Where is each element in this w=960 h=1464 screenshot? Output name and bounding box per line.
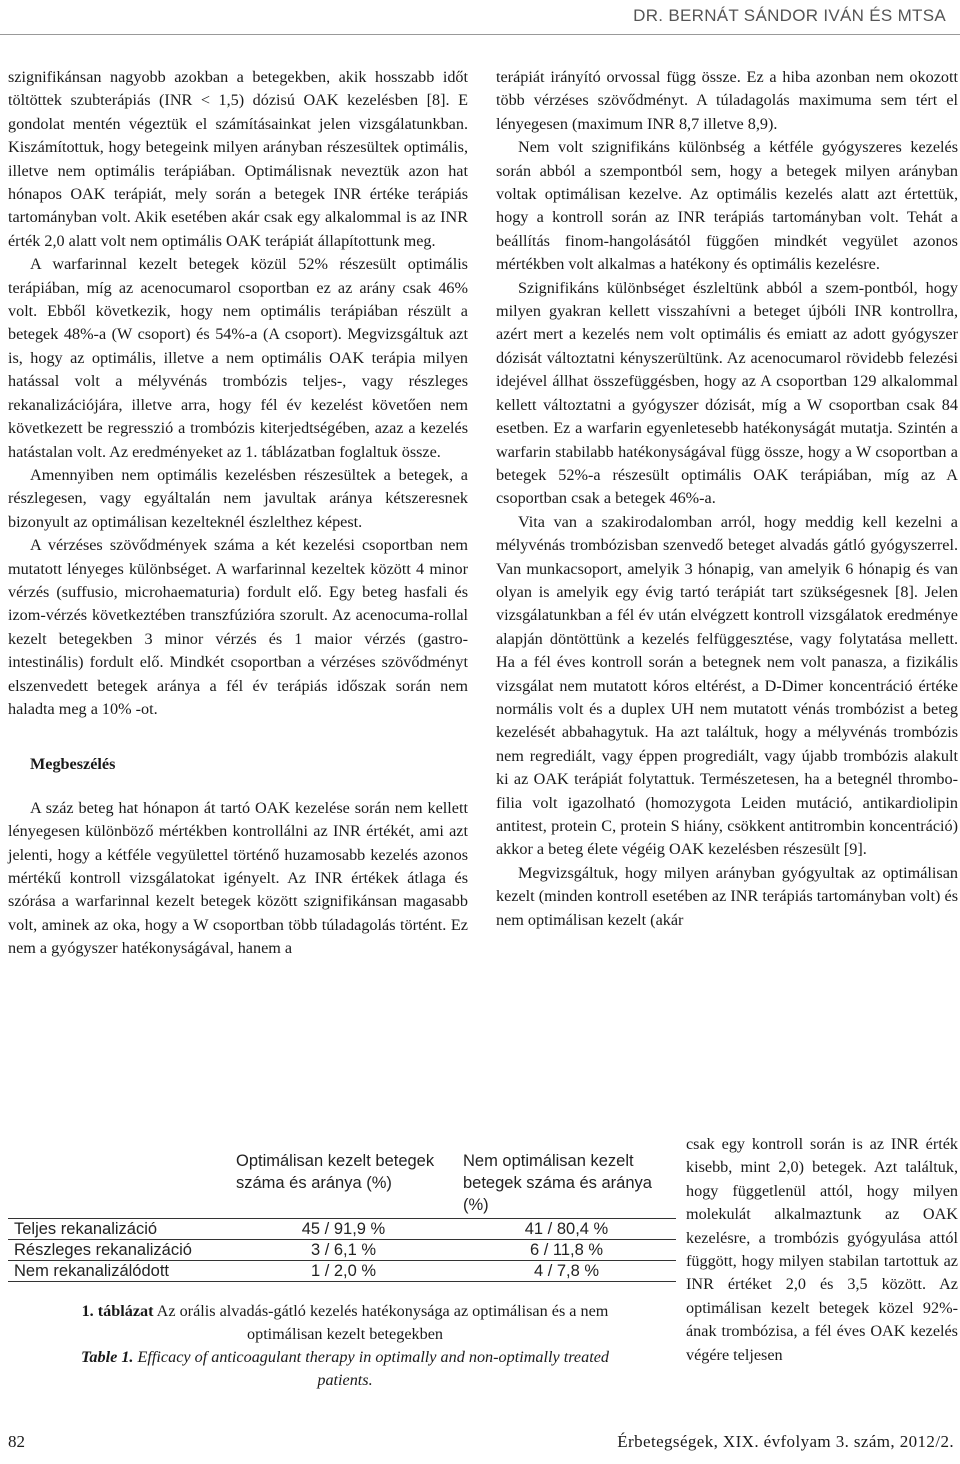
right-paragraph-5-continued: csak egy kontroll során is az INR érték kisebb, mint 2,0) betegek. Azt találtuk, hogy függetlenül attól, hogy milyen molekulát alkalmaztunk az OAK kezelésre, a trombózis gyógyulása attól függött, hogy milyen stabilan tartottuk az INR értéket 2,0 és 3,5 között. Az optimálisan kezelt betegek közel 92%-ának trombózisa, a fél éves OAK kezelés végére teljesen <box>686 1135 958 1364</box>
table-row <box>8 1219 676 1240</box>
left-column <box>8 66 468 961</box>
caption-hu-label: 1. táblázat <box>81 1302 154 1320</box>
left-paragraph-5: A száz beteg hat hónapon át tartó OAK kezelése során nem kellett lényegesen különböző mértékben kontrollálni az INR értékét, ami azt jelenti, hogy a kétféle vegyülettel történő huzamosabb kezelés azonos mértékű kontroll vizsgálatokat igényelt. Az INR értékek átlaga és szórása a warfarinnal kezelt betegek között szignifikánsan magasabb volt, aminek az oka, hogy a W csoportban több túladagolás történt. Ez nem a gyógyszer hatékonyságával, hanem a <box>8 798 468 958</box>
right-paragraph-3: Szignifikáns különbséget észleltünk abból a szem-pontból, hogy milyen gyakran kellett visszahívni a beteget újbóli INR kontrollra, azért mert a kezelés nem volt optimális és emiatt az adott gyógyszer dózisát változtatni kényszerültünk. Az acenocumarol rövidebb felezési idejével állhat összefüggésben, hogy az A csoportban 129 alkalommal kellett változtatni a gyógyszer dózisát, míg a W csoportban csak 84 esetben. Ez a warfarin egyenletesebb hatékonyságát mutatja. Szintén a warfarin stabilabb hatékonyságával függ össze, hogy a W csoportban a betegek 52%-a részesült optimális OAK terápiában, míg az A csoportban csak a betegek 46%-a. <box>496 278 958 508</box>
row-optimal-value: 1 / 2,0 % <box>310 1261 377 1280</box>
results-table <box>8 1148 676 1282</box>
caption-en-text: Efficacy of anticoagulant therapy in optimally and non-optimally treated patients. <box>133 1348 609 1389</box>
running-head: DR. BERNÁT SÁNDOR IVÁN ÉS MTSA <box>633 6 946 25</box>
row-nonoptimal-value: 41 / 80,4 % <box>524 1219 609 1238</box>
journal-citation: Érbetegségek, XIX. évfolyam 3. szám, 2012/2. <box>617 1432 954 1451</box>
left-paragraph-4: A vérzéses szövődmények száma a két kezelési csoportban nem mutatott lényeges különbséget. A warfarinnal kezeltek között 4 minor vérzés (suffusio, microhaematuria) fordult elő. Egy beteg hasfali és izom-vérzés következtében transzfúzióra szorult. Az acenocuma-rollal kezelt betegekben 3 minor vérzés és 1 maior vérzés (gastro-intestinális) fordult elő. Mindkét csoportban a vérzéses szövődményt elszenvedett betegek aránya a fél év terápiás időszak során nem haladta meg a 10% -ot. <box>8 536 468 718</box>
right-column <box>496 66 958 932</box>
table-caption <box>60 1300 630 1392</box>
table-row <box>8 1261 676 1282</box>
left-paragraph-3: Amennyiben nem optimális kezelésben részesültek a betegek, a részlegesen, vagy egyáltalán nem javultak aránya kétszeresnek bizonyult az optimálisan kezelteknél észlelthez képest. <box>8 465 468 531</box>
row-nonoptimal-value: 4 / 7,8 % <box>533 1261 600 1280</box>
row-optimal-value: 3 / 6,1 % <box>310 1240 377 1259</box>
header-divider <box>0 34 960 35</box>
table-header-nonoptimal: Nem optimálisan kezelt betegek száma és aránya (%) <box>463 1152 652 1214</box>
caption-hu-text: Az orális alvadás-gátló kezelés hatékonysága az optimálisan és a nem optimálisan kezelt betegekben <box>153 1302 609 1343</box>
row-nonoptimal-value: 6 / 11,8 % <box>529 1240 604 1259</box>
row-label: Részleges rekanalizáció <box>14 1240 192 1259</box>
right-paragraph-5: Megvizsgáltuk, hogy milyen arányban gyógyultak az optimálisan kezelt (minden kontroll esetében az INR terápiás tartományban volt) és nem optimálisan kezelt (akár <box>496 863 958 929</box>
row-label: Teljes rekanalizáció <box>14 1219 158 1238</box>
page-number: 82 <box>8 1432 25 1451</box>
row-label: Nem rekanalizálódott <box>14 1261 169 1280</box>
table-row <box>8 1240 676 1261</box>
row-optimal-value: 45 / 91,9 % <box>301 1219 386 1238</box>
left-paragraph-2: A warfarinnal kezelt betegek közül 52% részesült optimális terápiában, míg az acenocumarol csoportban ez az arány csak 46% volt. Ebből következik, hogy nem optimális terápiában részült a betegek 48%-a (W csoport) és 54%-a (A csoport). Megvizsgáltuk azt is, hogy az optimális, illetve a nem optimális OAK terápia milyen hatással volt a mélyvénás trombózis teljes-, vagy részleges rekanalizációjára, illetve arra, hogy fél év kezelést követően nem következett be regresszió a trombózis kiterjedtségében, azaz a kezelés hatástalan volt. Az eredményeket az 1. táblázatban foglaltuk össze. <box>8 255 468 461</box>
caption-en-label: Table 1. <box>81 1348 134 1366</box>
right-paragraph-1: terápiát irányító orvossal függ össze. Ez a hiba azonban nem okozott több vérzéses szövődményt. A túladagolás maximuma sem tért el lényegesen (maximum INR 8,7 illetve 8,9). <box>496 68 958 133</box>
section-heading: Megbeszélés <box>30 755 116 774</box>
right-paragraph-2: Nem volt szignifikáns különbség a kétféle gyógyszeres kezelés során abból a szempontból sem, hogy a betegek milyen arányban voltak optimálisan kezelve. Az optimális kezelés alatt azt értettük, hogy a kontroll során az INR terápiás tartományban volt. Tehát a beállítás finom-hangolásától függően mindkét vegyület azonos mértékben volt alkalmas a hatékony és optimális kezelésre. <box>496 138 958 274</box>
right-paragraph-4: Vita van a szakirodalomban arról, hogy meddig kell kezelni a mélyvénás trombózisban szenvedő beteget alvadás gátló gyógyszerrel. Van munkacsoport, amelyik 3 hónapig, van amelyik 6 hónapig és van olyan is amelyik egy évig tartó terápiát tart szükségesnek [8]. Jelen vizsgálatunkban a fél év után elvégzett kontroll vizsgálatok eredménye alapján döntöttünk a kezelés felfüggesztése, vagy folytatása mellett. Ha a fél éves kontroll során a betegnek nem volt panasza, a fizikális vizsgálat nem mutatott kóros eltérést, a D-Dimer koncentráció értéke normális volt és a duplex UH nem mutatott vénás trombózist a beteg kezelését abbahagytuk. Ha azt találtuk, hogy a mélyvénás trombózis nem regrediált, vagy éppen progrediált, vagy újabb trombózis alakult ki az OAK terápiát folytattuk. Természetesen, ha a betegnél thrombo-filia volt igazolható (homozygota Leiden mutáció, antikardiolipin antitest, protein C, protein S hiány, csökkent antitrombin koncentráció) akkor a beteg élete végéig OAK kezelésben részesült [9]. <box>496 512 958 859</box>
table-header-empty <box>8 1148 230 1219</box>
left-paragraph-1: szignifikánsan nagyobb azokban a betegekben, akik hosszabb időt töltöttek szubterápiás (INR < 1,5) dózisú OAK kezelésben [8]. E gondolat mentén végeztük el számításainkat jelen vizsgálatunkban. Kiszámítottuk, hogy betegeink milyen arányban részesültek optimális, illetve nem optimális terápiában. Optimálisnak neveztük azon hat hónapos OAK terápiát, mely során a betegek INR értéke terápiás tartományban volt. Akik esetében akár csak egy alkalommal is az INR érték 2,0 alatt volt nem optimális OAK terápiát állapítottunk meg. <box>8 68 468 250</box>
table-header-optimal: Optimálisan kezelt betegek száma és aránya (%) <box>236 1152 435 1192</box>
